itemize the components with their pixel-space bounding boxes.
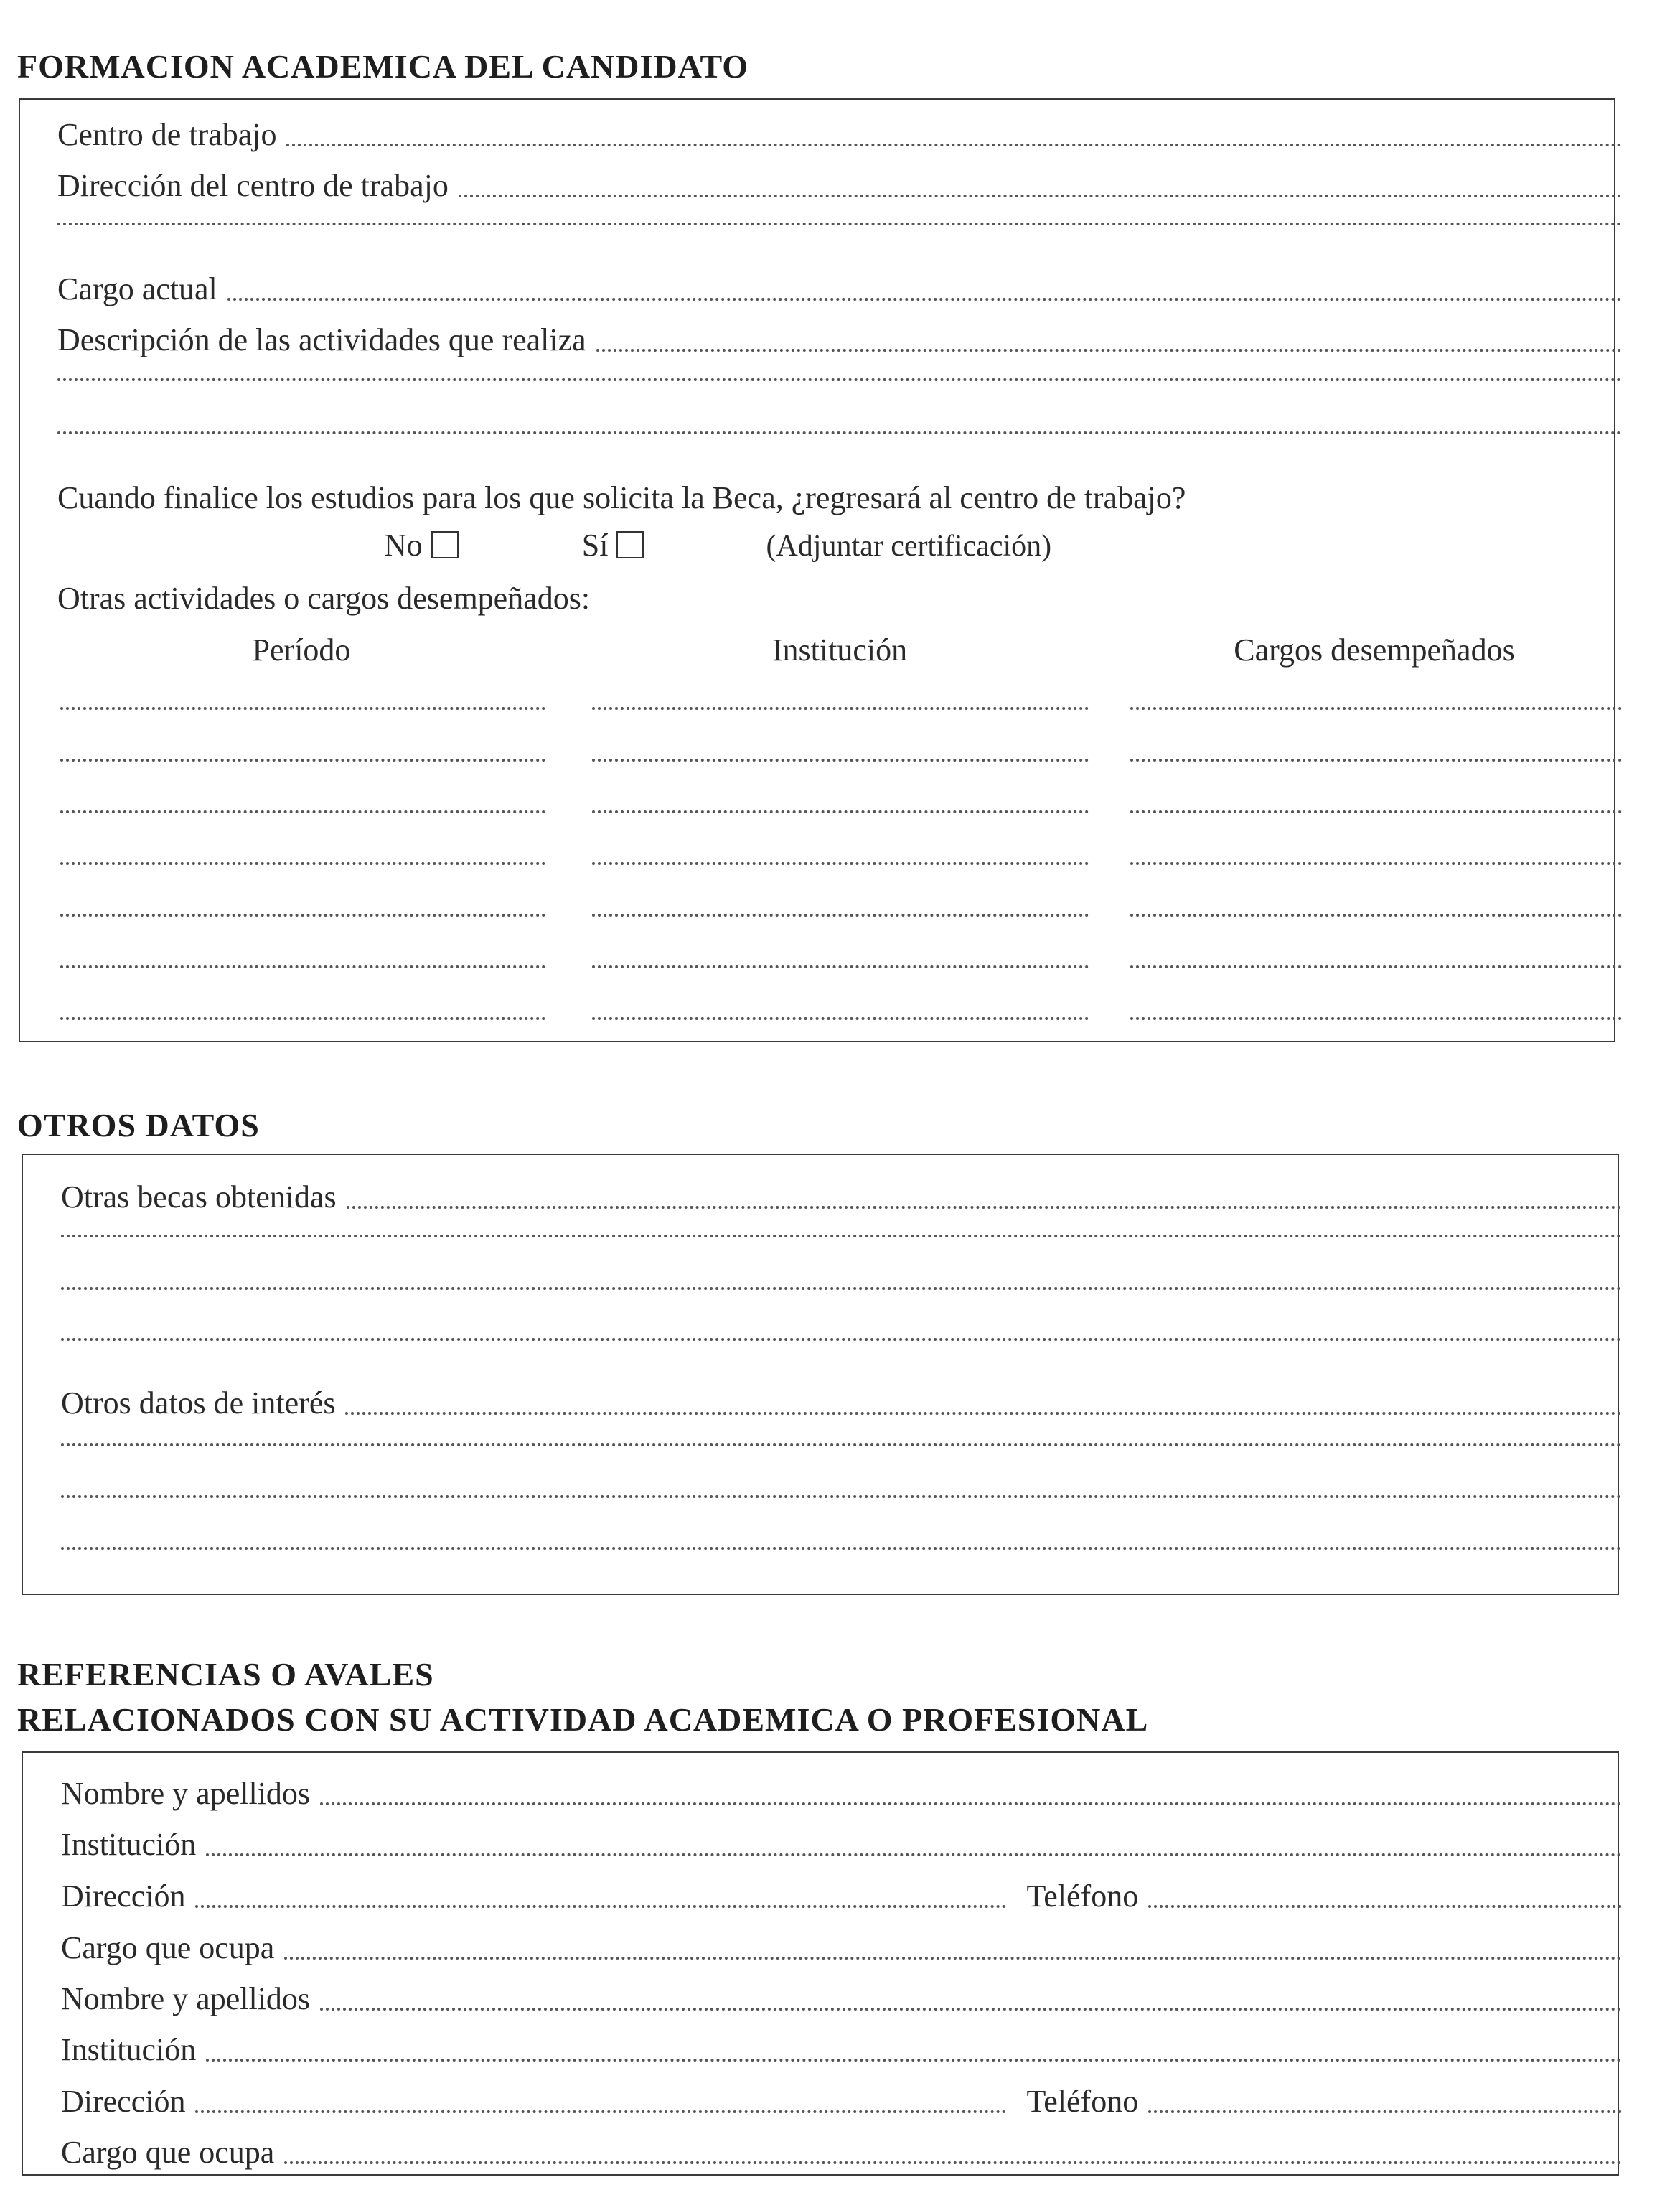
ref1-direccion-field[interactable]	[61, 1878, 1622, 1914]
activity-institucion-line-5[interactable]	[592, 914, 1089, 917]
centro-trabajo-label: Centro de trabajo	[57, 117, 277, 152]
section-title-formacion: FORMACION ACADEMICA DEL CANDIDATO	[17, 48, 749, 85]
activity-cargos-line-1[interactable]	[1130, 707, 1622, 710]
ref1-telefono-label: Teléfono	[1026, 1878, 1139, 1914]
activity-institucion-line-2[interactable]	[592, 759, 1089, 762]
ref2-nombre-line[interactable]	[320, 2008, 1622, 2011]
activity-periodo-line-7[interactable]	[60, 1017, 545, 1020]
otros-box	[22, 1154, 1619, 1595]
otros-interes-extra-line-2[interactable]	[61, 1495, 1622, 1498]
otras-becas-extra-line-3[interactable]	[61, 1338, 1622, 1341]
ref1-nombre-field[interactable]	[61, 1778, 1622, 1810]
direccion-centro-label: Dirección del centro de trabajo	[57, 168, 449, 203]
descripcion-extra-line-1[interactable]	[57, 378, 1622, 381]
ref1-direccion-label: Dirección	[61, 1878, 186, 1914]
activity-periodo-line-3[interactable]	[60, 810, 545, 813]
otros-interes-extra-field-2[interactable]	[61, 1495, 1622, 1502]
ref1-cargo-label: Cargo que ocupa	[61, 1930, 275, 1965]
ref2-nombre-field[interactable]	[61, 1983, 1622, 2015]
activity-periodo-line-2[interactable]	[60, 759, 545, 762]
activity-cargos-line-3[interactable]	[1130, 810, 1622, 813]
centro-trabajo-line[interactable]	[286, 144, 1622, 146]
activity-cargos-line-4[interactable]	[1130, 862, 1622, 865]
ref1-institucion-label: Institución	[61, 1827, 197, 1862]
otras-becas-label: Otras becas obtenidas	[61, 1179, 337, 1215]
otros-interes-field[interactable]	[61, 1385, 1622, 1421]
regreso-question: Cuando finalice los estudios para los que solicita la Beca, ¿regresará al centro de trabajo?	[57, 480, 1186, 515]
centro-trabajo-field[interactable]	[57, 119, 1622, 151]
si-label: Sí	[581, 528, 609, 563]
otras-becas-extra-field-3[interactable]	[61, 1338, 1622, 1345]
column-institucion: Institución	[771, 632, 908, 668]
descripcion-extra-line-2[interactable]	[57, 431, 1622, 434]
activity-periodo-line-5[interactable]	[60, 914, 545, 917]
activity-periodo-line-6[interactable]	[60, 965, 545, 968]
ref1-institucion-line[interactable]	[206, 1853, 1622, 1856]
ref2-telefono-label: Teléfono	[1026, 2084, 1139, 2119]
ref2-direccion-field[interactable]	[61, 2086, 1622, 2118]
activity-institucion-line-3[interactable]	[592, 810, 1089, 813]
otras-becas-line[interactable]	[347, 1206, 1622, 1209]
descripcion-extra-field-1[interactable]	[57, 378, 1622, 385]
cargo-actual-field[interactable]	[57, 273, 1622, 305]
otras-actividades-label: Otras actividades o cargos desempeñados:	[57, 581, 591, 616]
activity-institucion-line-6[interactable]	[592, 965, 1089, 968]
activity-cargos-line-5[interactable]	[1130, 914, 1622, 917]
otros-interes-extra-field-1[interactable]	[61, 1443, 1622, 1451]
activity-periodo-line-4[interactable]	[60, 862, 545, 865]
ref1-nombre-label: Nombre y apellidos	[61, 1776, 311, 1811]
otras-becas-extra-line-1[interactable]	[61, 1235, 1622, 1237]
ref2-telefono-line[interactable]	[1148, 2110, 1622, 2113]
descripcion-line[interactable]	[596, 349, 1622, 352]
section-title-referencias-1: REFERENCIAS O AVALES	[17, 1656, 434, 1693]
ref2-institucion-field[interactable]	[61, 2034, 1622, 2066]
adjuntar-note: (Adjuntar certificación)	[766, 530, 1052, 563]
column-periodo: Período	[252, 632, 351, 668]
activity-institucion-line-1[interactable]	[592, 707, 1089, 710]
cargo-actual-line[interactable]	[227, 298, 1622, 301]
no-label: No	[384, 528, 423, 563]
otros-interes-extra-line-3[interactable]	[61, 1547, 1622, 1550]
ref1-cargo-field[interactable]	[61, 1932, 1622, 1964]
otras-becas-extra-field-2[interactable]	[61, 1287, 1622, 1294]
section-title-otros: OTROS DATOS	[17, 1107, 260, 1143]
activity-cargos-line-6[interactable]	[1130, 965, 1622, 968]
otros-interes-line[interactable]	[345, 1412, 1622, 1415]
direccion-centro-extra-field[interactable]	[57, 223, 1622, 230]
column-cargos: Cargos desempeñados	[1234, 632, 1515, 668]
activity-institucion-line-4[interactable]	[592, 862, 1089, 865]
ref2-institucion-label: Institución	[61, 2032, 197, 2067]
activity-cargos-line-2[interactable]	[1130, 759, 1622, 762]
direccion-centro-extra-line[interactable]	[57, 223, 1622, 225]
otros-interes-label: Otros datos de interés	[61, 1385, 336, 1421]
activity-cargos-line-7[interactable]	[1130, 1017, 1622, 1020]
ref2-cargo-line[interactable]	[284, 2161, 1622, 2164]
descripcion-extra-field-2[interactable]	[57, 431, 1622, 439]
activity-institucion-line-7[interactable]	[592, 1017, 1089, 1020]
ref1-institucion-field[interactable]	[61, 1829, 1622, 1861]
regreso-options	[384, 530, 1051, 561]
otras-becas-field[interactable]	[61, 1181, 1622, 1213]
ref1-direccion-line[interactable]	[195, 1905, 1006, 1908]
otras-becas-extra-line-2[interactable]	[61, 1287, 1622, 1290]
si-checkbox[interactable]	[616, 531, 644, 558]
direccion-centro-line[interactable]	[459, 195, 1622, 197]
ref2-direccion-line[interactable]	[195, 2110, 1006, 2113]
descripcion-label: Descripción de las actividades que realiza	[57, 322, 586, 357]
ref2-institucion-line[interactable]	[206, 2059, 1622, 2062]
cargo-actual-label: Cargo actual	[57, 271, 217, 306]
direccion-centro-field[interactable]	[57, 170, 1622, 202]
otras-becas-extra-field-1[interactable]	[61, 1235, 1622, 1242]
ref2-direccion-label: Dirección	[61, 2084, 186, 2119]
ref2-nombre-label: Nombre y apellidos	[61, 1981, 311, 2016]
otros-interes-extra-line-1[interactable]	[61, 1443, 1622, 1446]
ref1-cargo-line[interactable]	[284, 1957, 1622, 1960]
ref2-cargo-field[interactable]	[61, 2137, 1622, 2168]
activity-periodo-line-1[interactable]	[60, 707, 545, 710]
no-checkbox[interactable]	[431, 531, 459, 558]
descripcion-field[interactable]	[57, 324, 1622, 356]
ref1-nombre-line[interactable]	[320, 1802, 1622, 1805]
ref1-telefono-line[interactable]	[1148, 1905, 1622, 1908]
otros-interes-extra-field-3[interactable]	[61, 1547, 1622, 1554]
section-title-referencias-2: RELACIONADOS CON SU ACTIVIDAD ACADEMICA O PROFESIONAL	[17, 1701, 1149, 1738]
formacion-box	[19, 98, 1615, 1042]
ref2-cargo-label: Cargo que ocupa	[61, 2135, 275, 2170]
